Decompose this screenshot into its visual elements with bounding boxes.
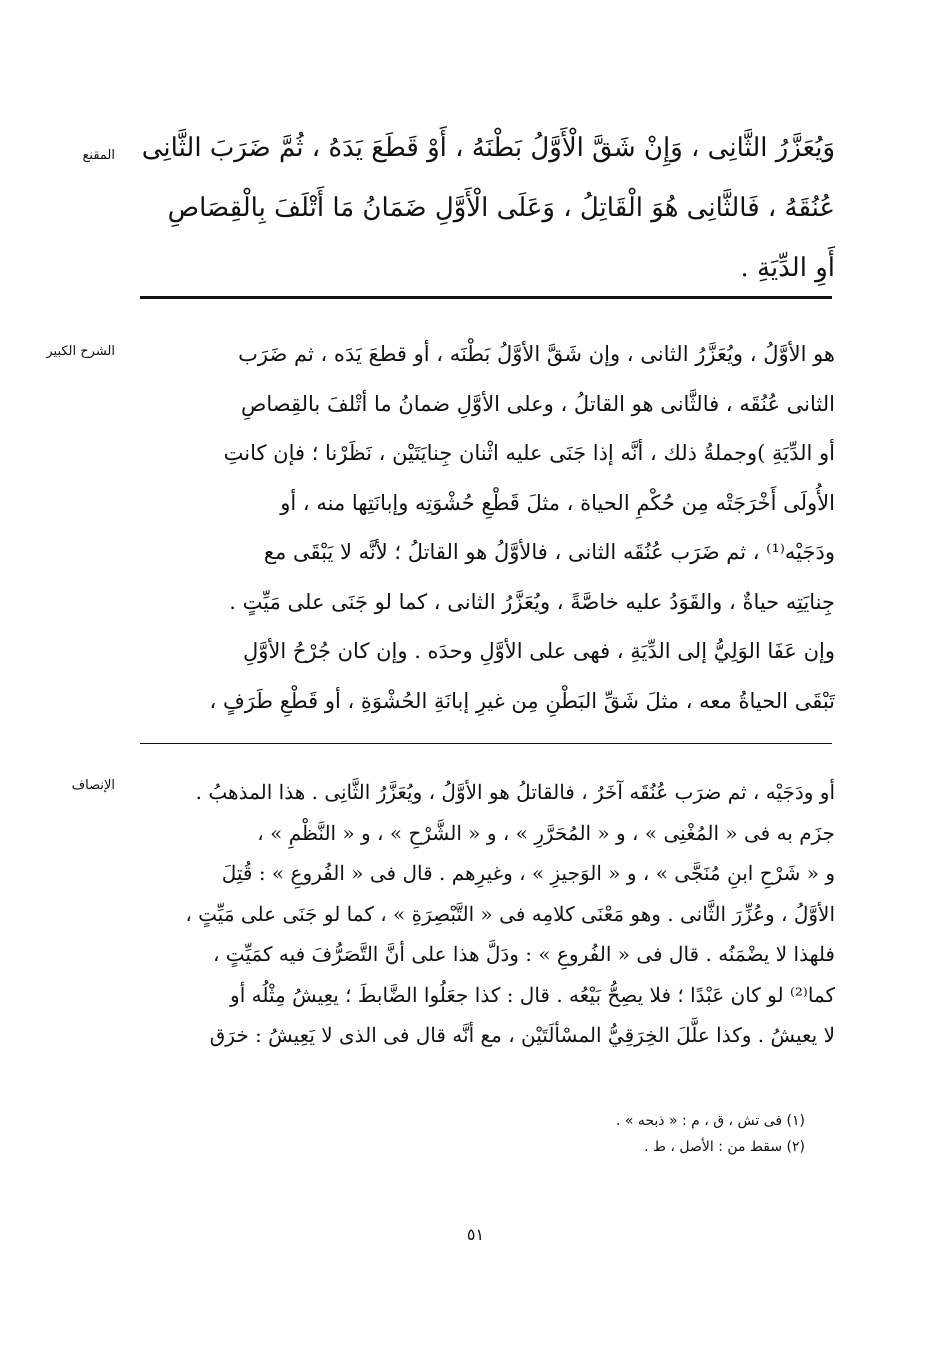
insaf-text-block (135, 772, 835, 1056)
insaf-line: الأوَّلُ ، وعُزِّرَ الثَّانى . وهو مَعْنَى كلامِه فى « التَّبْصِرَةِ » ، كما لو جَنَى على مَيِّتٍ ، (185, 901, 835, 926)
muqni-line: وَيُعَزَّرُ الثَّانِى ، وَإِنْ شَقَّ الْأَوَّلُ بَطْنَهُ ، أَوْ قَطَعَ يَدَهُ ، ثُمَّ ضَرَبَ الثَّانِى (141, 133, 835, 163)
sharh-line: جِنايَتِه حياةٌ ، والقَوَدُ عليه خاصَّةً ، ويُعَزَّرُ الثانى ، كما لو جَنَى على مَيِّتٍ . (229, 589, 835, 614)
muqni-line: عُنُقَهُ ، فَالثَّانِى هُوَ الْقَاتِلُ ، وَعَلَى الْأَوَّلِ ضَمَانُ مَا أَتْلَفَ بِالْقِصَاصِ (167, 193, 835, 223)
footnote-2: (٢) سقط من : الأصل ، ط . (644, 1139, 805, 1155)
sharh-line: ودَجَيْه⁽¹⁾ ، ثم ضَرَب عُنُقَه الثانى ، فالأوَّلُ هو القاتلُ ؛ لأنَّه لا يَبْقَى مع (263, 540, 835, 564)
insaf-line: و « شَرْحِ ابنِ مُنَجَّى » ، و « الوَجيزِ » ، وغيرِهم . قال فى « الفُروعِ » : قُتِلَ (221, 861, 835, 885)
muqni-line: أَوِ الدِّيَةِ . (740, 253, 835, 283)
sharh-line: تَبْقَى الحياةُ معه ، مثلَ شَقِّ البَطْنِ مِن غيرِ إبانَةِ الحُشْوَةِ ، أو قَطْعِ طَرَفٍ ، (209, 688, 835, 713)
insaf-line: فلهذا لا يضْمَنُه . قال فى « الفُروعِ » : ودَلَّ هذا على أنَّ التَّصَرُّفَ فيه كمَيِّتٍ ، (212, 942, 835, 966)
section-divider-thick (140, 296, 832, 299)
muqni-text-block (135, 118, 835, 298)
sharh-line: أو الدِّيَةِ )وجملةُ ذلك ، أنَّه إذا جَنَى عليه اثْنان جِنايَتَيْن ، نَظَرْنا ؛ فإن كانتِ (223, 441, 835, 465)
insaf-line: جزَم به فى « المُغْنِى » ، و « المُحَرَّرِ » ، و « الشَّرْحِ » ، و « النَّظْمِ » ، (257, 820, 835, 845)
insaf-line: لا يعيشُ . وكذا علَّلَ الخِرَقِيُّ المسْألَتَيْن ، مع أنَّه قال فى الذى لا يَعِيشُ : خرَق (209, 1023, 835, 1047)
insaf-line: كما⁽²⁾ لو كان عَبْدًا ؛ فلا يصِحُّ بَيْعُه . قال : كذا جعَلُوا الضَّابطَ ؛ يعِيشُ مِثْلُه أو (230, 982, 835, 1007)
page-number: ٥١ (466, 1225, 485, 1244)
sharh-line: الثانى عُنُقَه ، فالثَّانى هو القاتلُ ، وعلى الأوَّلِ ضمانُ ما أتْلفَ بالقِصاصِ (241, 391, 835, 416)
section-divider-thin (140, 743, 832, 744)
sharh-line: الأُولَى أَخْرَجَتْه مِن حُكْمِ الحياة ، مثلَ قَطْعِ حُشْوَتِه وإبانَتِها منه ، أو (280, 490, 835, 515)
sharh-line: وإن عَفَا الوَلِيُّ إلى الدِّيَةِ ، فهى على الأوَّلِ وحدَه . وإن كان جُرْحُ الأوَّلِ (242, 639, 835, 663)
sharh-line: هو الأوَّلُ ، ويُعَزَّرُ الثانى ، وإن شَقَّ الأوَّلُ بَطْنَه ، أو قطعَ يَدَه ، ثم ضَرَب (238, 342, 835, 366)
footnotes (520, 1108, 805, 1160)
sharh-text-block (135, 330, 835, 726)
footnote-1: (١) فى تش ، ق ، م : « ذبحه » . (615, 1113, 805, 1129)
section-label-sharh: الشرح الكبير (46, 344, 115, 359)
insaf-line: أو ودَجَيْه ، ثم ضرَب عُنُقَه آخَرُ ، فالقاتلُ هو الأوَّلُ ، ويُعَزَّرُ الثَّانِى . هذا المذهبُ . (195, 780, 835, 804)
section-label-insaf: الإنصاف (71, 778, 115, 793)
section-label-muqni: المقنع (82, 148, 115, 163)
